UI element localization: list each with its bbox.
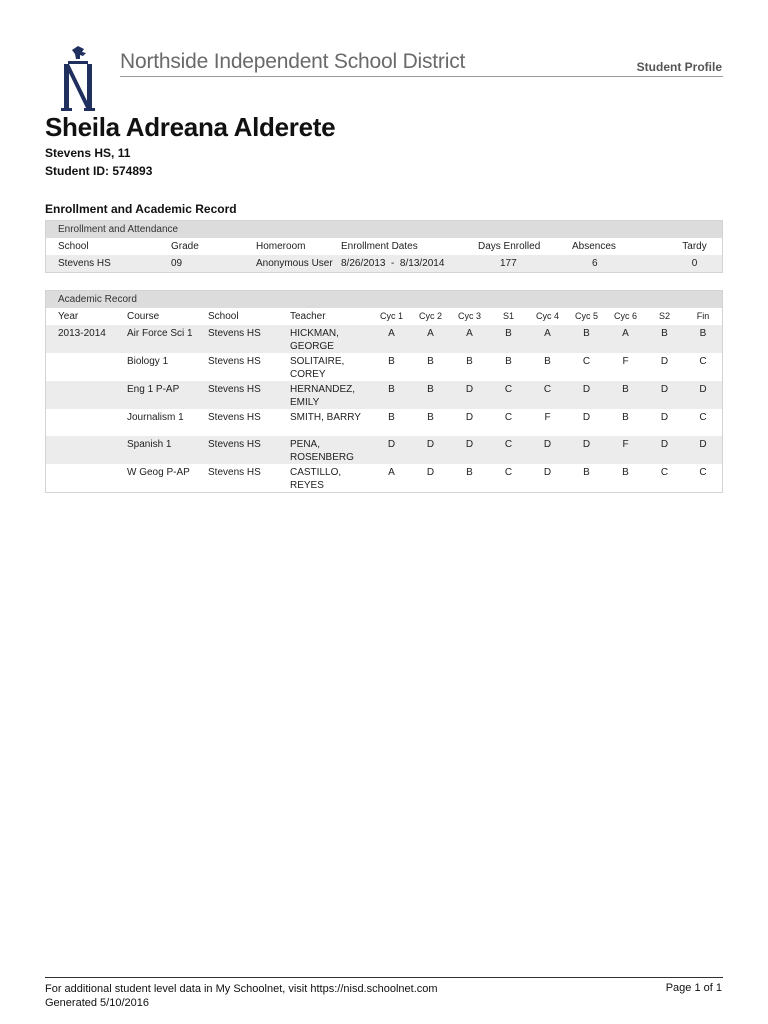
table-row (46, 255, 722, 272)
enrollment-table (46, 238, 722, 272)
academic-panel-title: Academic Record (46, 291, 722, 308)
academic-cell: Spanish 1 (127, 436, 208, 464)
academic-cell (46, 353, 127, 381)
grade-cell: D (528, 436, 567, 464)
grade-cell: D (411, 436, 450, 464)
section-title: Enrollment and Academic Record (45, 202, 237, 216)
enrollment-header-cell: Days Enrolled (478, 241, 541, 252)
grade-cell: B (684, 325, 722, 353)
footer-divider (45, 977, 723, 978)
grade-cell: B (489, 325, 528, 353)
footer-schoolnet-link-text: For additional student level data in My Schoolnet, visit https://nisd.schoolnet.com (45, 983, 438, 995)
academic-header-cell: Teacher (290, 311, 326, 322)
academic-cell: Journalism 1 (127, 412, 184, 423)
grade-cell: F (544, 412, 551, 423)
grade-cell: D (426, 467, 435, 478)
grade-cell: A (528, 325, 567, 353)
grade-cell: D (543, 467, 552, 478)
table-row (46, 353, 722, 381)
grade-cell: D (450, 381, 489, 409)
grade-cell: D (684, 381, 722, 409)
grade-cell: B (388, 412, 395, 423)
table-row (46, 464, 722, 492)
district-title: Northside Independent School District (120, 50, 466, 73)
student-id: Student ID: 574893 (45, 164, 153, 178)
enrollment-header-cell: Enrollment Dates (341, 241, 418, 252)
enrollment-header-cell: Tardy (682, 241, 707, 252)
grade-cell: B (505, 356, 512, 367)
academic-header-cell: Fin (696, 311, 710, 321)
enrollment-cell: 177 (478, 255, 572, 272)
student-name: Sheila Adreana Alderete (45, 112, 336, 142)
enrollment-panel (45, 220, 723, 273)
academic-cell: W Geog P-AP (127, 467, 190, 478)
grade-cell: D (660, 356, 669, 367)
enrollment-header-cell: School (58, 241, 89, 252)
academic-cell: HERNANDEZ, EMILY (290, 381, 372, 409)
grade-cell: D (645, 381, 684, 409)
academic-header-cell: Year (58, 311, 79, 322)
enrollment-header-cell: Homeroom (256, 241, 306, 252)
grade-cell: D (372, 436, 411, 464)
grade-cell: B (606, 381, 645, 409)
academic-cell: Stevens HS (208, 381, 290, 409)
academic-cell: SOLITAIRE, COREY (290, 356, 345, 380)
table-row (46, 325, 722, 353)
academic-cell (46, 464, 127, 492)
enrollment-cell: Anonymous User (256, 255, 341, 272)
enrollment-cell: Stevens HS (46, 255, 171, 272)
academic-cell: Stevens HS (208, 436, 290, 464)
grade-cell: C (504, 467, 513, 478)
enrollment-header-row (46, 238, 722, 255)
grade-cell: D (567, 381, 606, 409)
academic-panel (45, 290, 723, 493)
table-row (46, 436, 722, 464)
grade-cell: B (388, 356, 395, 367)
grade-cell: D (684, 436, 722, 464)
grade-cell: A (450, 325, 489, 353)
enrollment-cell: 8/26/2013 - 8/13/2014 (341, 255, 478, 272)
academic-cell: HICKMAN, GEORGE (290, 325, 372, 353)
academic-cell: Stevens HS (208, 325, 290, 353)
grade-cell: D (567, 436, 606, 464)
academic-table-body (46, 325, 722, 492)
grade-cell: F (622, 356, 629, 367)
grade-cell: D (645, 436, 684, 464)
grade-cell: C (660, 467, 669, 478)
academic-cell (46, 409, 127, 436)
academic-header-cell: S1 (502, 311, 514, 321)
grade-cell: C (582, 356, 591, 367)
grade-cell: B (466, 356, 473, 367)
nisd-knight-logo-icon (58, 46, 98, 112)
page-number: Page 1 of 1 (665, 982, 722, 994)
header-divider (120, 76, 723, 77)
academic-header-cell: Cyc 4 (535, 311, 559, 321)
grade-cell: B (567, 325, 606, 353)
grade-cell: F (606, 436, 645, 464)
academic-header-cell: Cyc 3 (457, 311, 481, 321)
grade-cell: A (411, 325, 450, 353)
enrollment-cell: 09 (171, 255, 256, 272)
grade-cell: C (489, 381, 528, 409)
academic-cell: Biology 1 (127, 356, 169, 367)
grade-cell: B (372, 381, 411, 409)
grade-cell: A (372, 325, 411, 353)
academic-cell: Eng 1 P-AP (127, 381, 208, 409)
grade-cell: B (583, 467, 590, 478)
table-row (46, 381, 722, 409)
grade-cell: A (388, 467, 395, 478)
grade-cell: C (699, 356, 707, 367)
academic-header-cell: Cyc 1 (379, 311, 403, 321)
academic-cell (46, 381, 127, 409)
grade-cell: C (528, 381, 567, 409)
grade-cell: D (582, 412, 591, 423)
enrollment-panel-title: Enrollment and Attendance (46, 221, 722, 238)
footer-generated-date: Generated 5/10/2016 (45, 997, 149, 1009)
academic-header-cell: Cyc 2 (418, 311, 442, 321)
academic-header-cell: Cyc 5 (574, 311, 598, 321)
academic-table (46, 308, 722, 492)
enrollment-cell: 6 (572, 255, 667, 272)
grade-cell: C (504, 412, 513, 423)
academic-cell: Stevens HS (208, 467, 261, 478)
grade-cell: C (489, 436, 528, 464)
enrollment-header-cell: Absences (572, 241, 616, 252)
grade-cell: D (450, 436, 489, 464)
grade-cell: C (699, 467, 707, 478)
academic-header-row (46, 308, 722, 325)
enrollment-cell: 0 (667, 255, 722, 272)
grade-cell: B (427, 412, 434, 423)
academic-cell (46, 436, 127, 464)
enrollment-header-cell: Grade (171, 241, 199, 252)
student-profile-label: Student Profile (636, 60, 722, 74)
table-row (46, 409, 722, 436)
academic-cell: 2013-2014 (46, 325, 127, 353)
academic-header-cell: School (208, 311, 239, 322)
academic-cell: Air Force Sci 1 (127, 325, 208, 353)
academic-cell: Stevens HS (208, 412, 261, 423)
grade-cell: B (466, 467, 473, 478)
grade-cell: D (660, 412, 669, 423)
academic-cell: Stevens HS (208, 356, 261, 367)
academic-header-cell: S2 (658, 311, 670, 321)
academic-header-cell: Cyc 6 (613, 311, 637, 321)
grade-cell: C (699, 412, 707, 423)
grade-cell: B (622, 412, 629, 423)
student-school-grade: Stevens HS, 11 (45, 146, 131, 160)
academic-cell: PENA, ROSENBERG (290, 436, 372, 464)
grade-cell: B (622, 467, 629, 478)
academic-cell: SMITH, BARRY (290, 412, 361, 423)
grade-cell: A (606, 325, 645, 353)
footer-note (45, 982, 438, 1010)
grade-cell: D (465, 412, 474, 423)
grade-cell: B (411, 381, 450, 409)
grade-cell: B (645, 325, 684, 353)
academic-header-cell: Course (127, 311, 160, 322)
grade-cell: B (427, 356, 434, 367)
academic-cell: CASTILLO, REYES (290, 467, 342, 491)
grade-cell: B (544, 356, 551, 367)
